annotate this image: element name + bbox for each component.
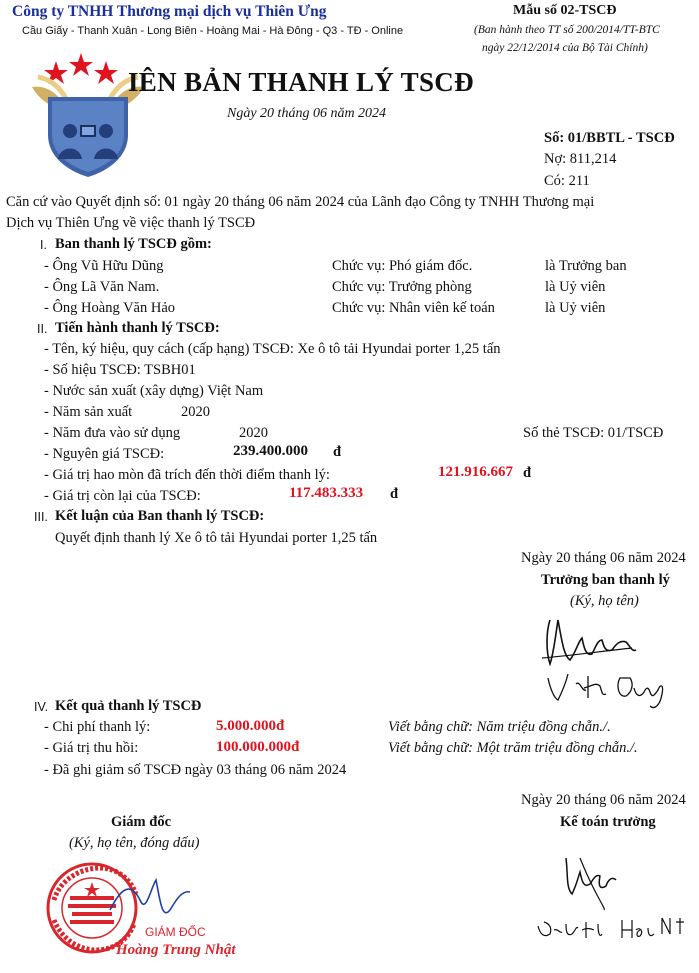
member-name: - Ông Vũ Hữu Dũng [44,258,164,274]
liquidation-cost-label: - Chi phí thanh lý: [44,719,151,735]
asset-serial: - Số hiệu TSCĐ: TSBH01 [44,362,196,378]
original-cost-label: - Nguyên giá TSCĐ: [44,446,165,462]
recovered-value-words: Viết bằng chữ: Một trăm triệu đồng chẵn./. [388,740,638,756]
section1-heading: Ban thanh lý TSCĐ gồm: [55,236,212,252]
signature1-note: (Ký, họ tên) [570,593,639,609]
year-used-label: - Năm đưa vào sử dụng [44,425,181,441]
member-position: Chức vụ: Trưởng phòng [332,279,472,295]
year-made-value: 2020 [181,404,210,420]
debit-account: Nợ: 811,214 [544,151,617,167]
currency-unit: đ [333,444,342,460]
accountant-title: Kế toán trưởng [560,814,656,830]
asset-country: - Nước sản xuất (xây dựng) Việt Nam [44,383,264,399]
year-made-label: - Năm sản xuất [44,404,133,420]
member-name: - Ông Hoàng Văn Hảo [44,300,176,316]
document-title: IÊN BẢN THANH LÝ TSCĐ [128,67,474,97]
asset-reduction-note: - Đã ghi giảm số TSCĐ ngày 03 tháng 06 năm 2024 [44,762,347,778]
member-position: Chức vụ: Nhân viên kế toán [332,300,495,316]
currency-unit: đ [390,486,399,502]
form-number: Mẫu số 02-TSCĐ [513,3,617,18]
signature1-title: Trưởng ban thanh lý [541,572,670,588]
credit-account: Có: 211 [544,173,590,189]
asset-card-number: Số thẻ TSCĐ: 01/TSCĐ [523,425,664,441]
signature1-handwriting [536,612,696,717]
member-role: là Uỷ viên [545,300,606,316]
section3-heading: Kết luận của Ban thanh lý TSCĐ: [55,508,265,524]
accountant-signature-handwriting [536,838,696,973]
residual-value: 117.483.333 [289,485,364,501]
liquidation-cost-value: 5.000.000đ [216,718,285,734]
recovered-value-label: - Giá trị thu hồi: [44,740,139,756]
basis-line1: Căn cứ vào Quyết định số: 01 ngày 20 tháng 06 năm 2024 của Lãnh đạo Công ty TNHH Thương mại [6,194,595,210]
section2-heading: Tiến hành thanh lý TSCĐ: [55,320,220,336]
depreciation-label: - Giá trị hao mòn đã trích đến thời điểm thanh lý: [44,467,330,483]
member-position: Chức vụ: Phó giám đốc. [332,258,473,274]
recovered-value: 100.000.000đ [216,739,300,755]
bottom-signature-date: Ngày 20 tháng 06 năm 2024 [521,792,686,808]
depreciation-value: 121.916.667 [438,464,513,480]
member-name: - Ông Lã Văn Nam. [44,279,160,295]
conclusion-text: Quyết định thanh lý Xe ô tô tải Hyundai porter 1,25 tấn [55,530,378,546]
section3-roman: III. [34,510,48,524]
residual-value-label: - Giá trị còn lại của TSCĐ: [44,488,201,504]
year-used-value: 2020 [239,425,268,441]
member-role: là Trưởng ban [545,258,627,274]
currency-unit: đ [523,465,532,481]
member-role: là Uỷ viên [545,279,606,295]
director-note: (Ký, họ tên, đóng dấu) [69,835,200,851]
document-date: Ngày 20 tháng 06 năm 2024 [227,106,387,121]
section4-heading: Kết quả thanh lý TSCĐ [55,698,202,714]
section2-roman: II. [37,322,48,336]
document-number: Số: 01/BBTL - TSCĐ [544,130,675,146]
liquidation-cost-words: Viết bằng chữ: Năm triệu đồng chẵn./. [388,719,611,735]
original-cost-value: 239.400.000 [233,443,308,459]
director-stamp-title: GIÁM ĐỐC [145,925,206,939]
company-branches: Cầu Giấy - Thanh Xuân - Long Biên - Hoàng Mai - Hà Đông - Q3 - TĐ - Online [22,25,404,37]
asset-name: - Tên, ký hiệu, quy cách (cấp hạng) TSCĐ: Xe ô tô tải Hyundai porter 1,25 tấn [44,341,501,357]
signature1-date: Ngày 20 tháng 06 năm 2024 [521,550,686,566]
form-basis-line2: ngày 22/12/2014 của Bộ Tài Chính) [482,42,648,54]
director-title: Giám đốc [111,814,172,830]
director-name: Hoàng Trung Nhật [116,942,236,958]
basis-line2: Dịch vụ Thiên Ưng về việc thanh lý TSCĐ [6,215,256,231]
form-basis-line1: (Ban hành theo TT số 200/2014/TT-BTC [474,24,660,36]
company-name: Công ty TNHH Thương mại dịch vụ Thiên Ưng [12,3,327,20]
section4-roman: IV. [34,700,49,714]
section1-roman: I. [40,238,47,252]
